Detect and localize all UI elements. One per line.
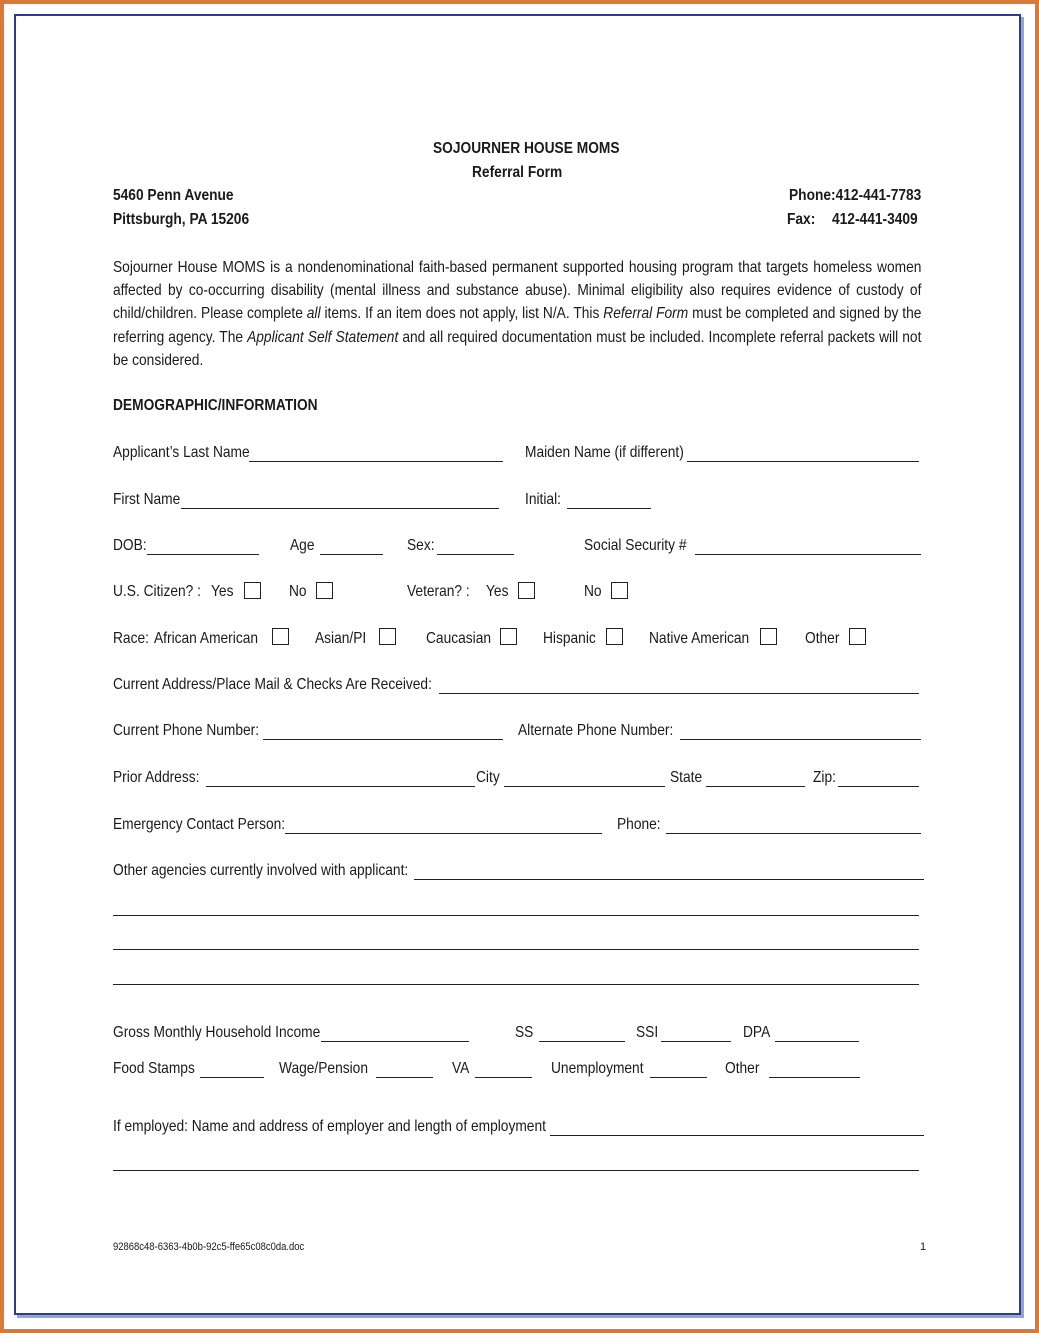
race-asian-label: Asian/PI [315,630,367,647]
va-label: VA [452,1060,470,1077]
ss-label: SS [515,1024,534,1041]
fax-number: 412-441-3409 [832,211,918,228]
initial-label: Initial: [525,491,561,508]
dpa-label: DPA [743,1024,771,1041]
race-caucasian-label: Caucasian [426,630,492,647]
document-id: 92868c48-6363-4b0b-92c5-ffe65c08c0da.doc [113,1241,305,1253]
intro-emphasis-self-statement: Applicant Self Statement [247,328,399,346]
prior-address-label: Prior Address: [113,769,200,786]
intro-text: and all required documentation must be included. Incomplete referral packets will not be considered. [113,328,922,369]
age-field[interactable] [320,554,383,555]
state-field[interactable] [706,786,805,787]
intro-emphasis-referral-form: Referral Form [603,305,689,323]
veteran-no-label: No [584,583,602,600]
race-label: Race: [113,630,149,647]
emergency-phone-label: Phone: [617,816,661,833]
fax-label: Fax: [787,211,816,228]
va-field[interactable] [475,1077,532,1078]
race-african-american-checkbox[interactable] [272,628,289,645]
dpa-field[interactable] [775,1041,859,1042]
race-hispanic-checkbox[interactable] [606,628,623,645]
dob-field[interactable] [147,554,259,555]
veteran-label: Veteran? : [407,583,470,600]
emergency-contact-field[interactable] [285,833,602,834]
ssi-field[interactable] [661,1041,731,1042]
intro-text: must be completed and signed by the referring agency. The [113,305,922,346]
alternate-phone-field[interactable] [680,739,921,740]
citizen-yes-label: Yes [211,583,234,600]
race-other-label: Other [805,630,840,647]
last-name-field[interactable] [249,461,503,462]
other-agencies-line-2[interactable] [113,915,919,916]
intro-emphasis-all: all [306,305,321,323]
section-title: DEMOGRAPHIC/INFORMATION [113,397,318,414]
org-name: SOJOURNER HOUSE MOMS [433,140,620,157]
employment-label: If employed: Name and address of employer and length of employment [113,1118,546,1135]
other-agencies-line-3[interactable] [113,949,919,950]
citizen-label: U.S. Citizen? : [113,583,201,600]
gross-income-label: Gross Monthly Household Income [113,1024,321,1041]
sex-field[interactable] [437,554,514,555]
ssn-field[interactable] [695,554,921,555]
food-stamps-label: Food Stamps [113,1060,195,1077]
zip-field[interactable] [838,786,919,787]
first-name-field[interactable] [181,508,499,509]
phone-number: Phone:412-441-7783 [789,187,922,204]
current-address-label: Current Address/Place Mail & Checks Are Received: [113,676,432,693]
race-native-american-label: Native American [649,630,750,647]
citizen-no-checkbox[interactable] [316,582,333,599]
race-other-checkbox[interactable] [849,628,866,645]
employment-field-line-2[interactable] [113,1170,919,1171]
other-agencies-line-4[interactable] [113,984,919,985]
state-label: State [670,769,703,786]
race-african-american-label: African American [154,630,259,647]
city-field[interactable] [504,786,665,787]
dob-label: DOB: [113,537,147,554]
other-income-label: Other [725,1060,760,1077]
unemployment-label: Unemployment [551,1060,644,1077]
page-number: 1 [920,1241,927,1253]
address-line-2: Pittsburgh, PA 15206 [113,211,250,228]
city-label: City [476,769,500,786]
age-label: Age [290,537,315,554]
ss-field[interactable] [539,1041,625,1042]
citizen-yes-checkbox[interactable] [244,582,261,599]
maiden-name-label: Maiden Name (if different) [525,444,684,461]
wage-pension-field[interactable] [376,1077,433,1078]
alternate-phone-label: Alternate Phone Number: [518,722,674,739]
race-asian-checkbox[interactable] [379,628,396,645]
other-agencies-label: Other agencies currently involved with applicant: [113,862,409,879]
emergency-contact-label: Emergency Contact Person: [113,816,286,833]
intro-text: Sojourner House MOMS is a nondenominational faith-based permanent supported housing program that targets homeless women affected by co-occurring disability (mental illness and substance abuse). Minimal eligibility also requires evidence of custody of child/children. Please complete [113,259,922,323]
race-caucasian-checkbox[interactable] [500,628,517,645]
race-native-american-checkbox[interactable] [760,628,777,645]
intro-text: items. If an item does not apply, list N/A. This [320,305,604,323]
ssi-label: SSI [636,1024,659,1041]
other-agencies-field[interactable] [414,879,924,880]
initial-field[interactable] [567,508,651,509]
veteran-yes-checkbox[interactable] [518,582,535,599]
other-income-field[interactable] [769,1077,860,1078]
sex-label: Sex: [407,537,435,554]
current-address-field[interactable] [439,693,919,694]
first-name-label: First Name [113,491,181,508]
maiden-name-field[interactable] [687,461,919,462]
emergency-phone-field[interactable] [666,833,921,834]
zip-label: Zip: [813,769,836,786]
gross-income-field[interactable] [321,1041,469,1042]
ssn-label: Social Security # [584,537,687,554]
prior-address-field[interactable] [206,786,475,787]
veteran-yes-label: Yes [486,583,509,600]
employment-field[interactable] [550,1135,924,1136]
current-phone-field[interactable] [263,739,503,740]
food-stamps-field[interactable] [200,1077,264,1078]
race-hispanic-label: Hispanic [543,630,596,647]
address-line-1: 5460 Penn Avenue [113,187,234,204]
form-title: Referral Form [472,164,563,181]
citizen-no-label: No [289,583,307,600]
wage-pension-label: Wage/Pension [279,1060,368,1077]
intro-paragraph [113,256,921,372]
current-phone-label: Current Phone Number: [113,722,260,739]
veteran-no-checkbox[interactable] [611,582,628,599]
unemployment-field[interactable] [650,1077,707,1078]
last-name-label: Applicant’s Last Name [113,444,250,461]
